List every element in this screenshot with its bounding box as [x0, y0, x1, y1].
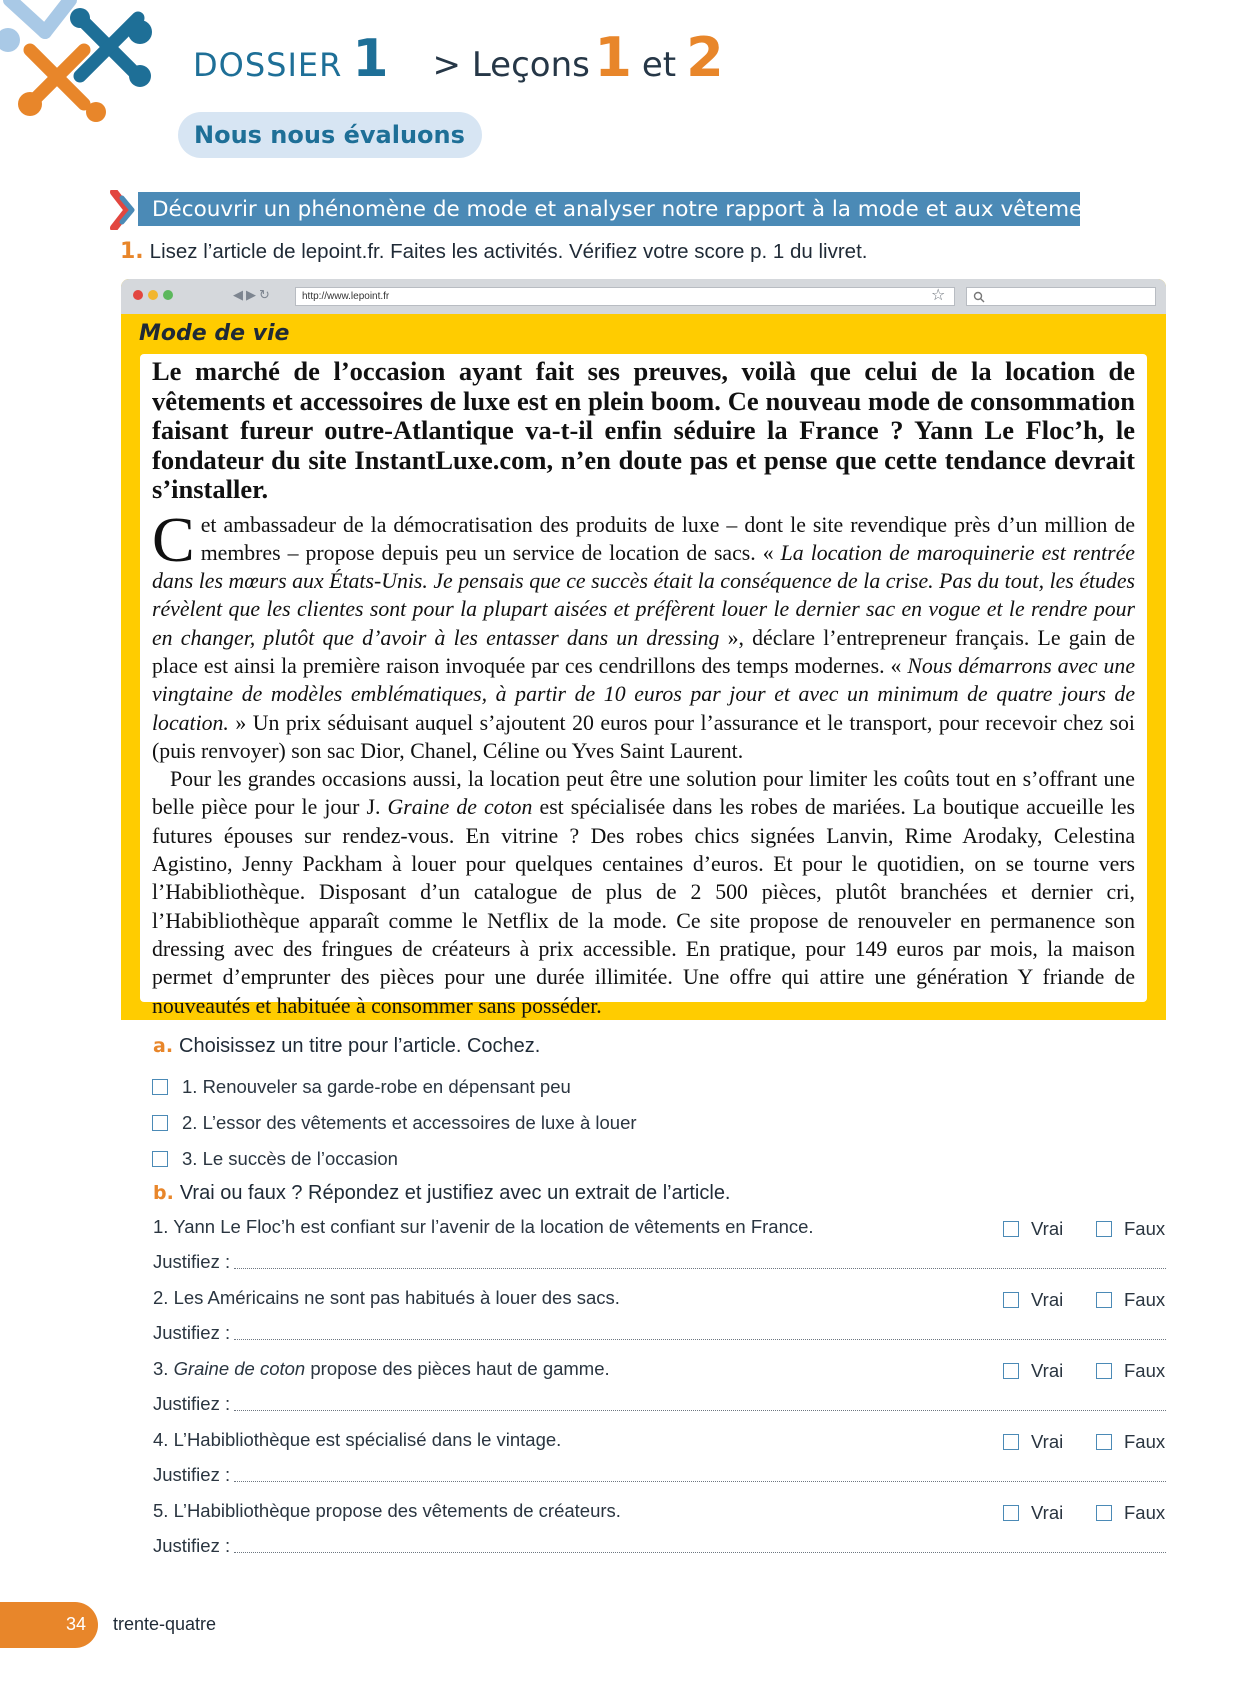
false-checkbox[interactable] [1096, 1221, 1112, 1237]
objective-text: Découvrir un phénomène de mode et analyser notre rapport à la mode et aux vêtements [152, 196, 1116, 222]
option-checkbox[interactable] [152, 1079, 168, 1095]
quote: Nous démarrons avec une vingtaine de modèles emblématiques, à partir de 10 euros par jour et avec un minimum de quatre jours de location. [152, 653, 1135, 735]
justify-line[interactable]: Justifiez : [153, 1322, 1166, 1344]
star-icon[interactable]: ☆ [931, 287, 946, 304]
justify-line[interactable]: Justifiez : [153, 1393, 1166, 1415]
dossier-number: 1 [352, 29, 389, 89]
page-number-badge [0, 1602, 98, 1648]
drop-cap: C [152, 503, 195, 575]
dossier-label: DOSSIER [193, 46, 343, 84]
option-row [152, 1075, 571, 1099]
subtitle: Nous nous évaluons [194, 121, 465, 149]
question-b [153, 1182, 731, 1205]
instruction-text: Lisez l’article de lepoint.fr. Faites les activités. Vérifiez votre score p. 1 du livret. [149, 240, 868, 263]
browser-window [121, 279, 1166, 1020]
statement: 1. Yann Le Floc’h est confiant sur l’avenir de la location de vêtements en France. [153, 1216, 814, 1237]
false-option: Faux [1096, 1360, 1165, 1382]
true-option: Vrai [1003, 1431, 1063, 1453]
page-header [193, 26, 724, 89]
page-number-words: trente-quatre [113, 1614, 217, 1634]
question-letter: a. [153, 1035, 174, 1057]
answer-dotted-line[interactable] [234, 1268, 1166, 1269]
forward-arrow-icon[interactable]: ▶ [246, 287, 259, 302]
question-letter: b. [153, 1182, 174, 1204]
answer-dotted-line[interactable] [234, 1339, 1166, 1340]
minimize-dot-icon [148, 290, 158, 300]
statement: 2. Les Américains ne sont pas habitués à louer des sacs. [153, 1287, 620, 1308]
option-label: 3. Le succès de l’occasion [182, 1148, 398, 1169]
article-lead: Le marché de l’occasion ayant fait ses preuves, voilà que celui de la location de vêtements et accessoires de luxe est en plein boom. Ce nouveau mode de consommation faisant fureur outre-Atlantique va-t-il enfin séduire la France ? Yann Le Floc’h, le fondateur du site InstantLuxe.com, n’en doute pas et pense que cette tendance devrait s’installer. [152, 356, 1135, 504]
maximize-dot-icon [163, 290, 173, 300]
exercise-instruction [120, 239, 867, 264]
justify-line[interactable]: Justifiez : [153, 1535, 1166, 1557]
justify-line[interactable]: Justifiez : [153, 1251, 1166, 1273]
browser-search-box[interactable] [966, 287, 1156, 306]
exercise-number: 1. [120, 239, 144, 264]
question-a [153, 1035, 540, 1058]
url-bar[interactable]: http://www.lepoint.fr [295, 287, 955, 306]
true-checkbox[interactable] [1003, 1221, 1019, 1237]
statement: 4. L’Habibliothèque est spécialisé dans le vintage. [153, 1429, 562, 1450]
answer-dotted-line[interactable] [234, 1481, 1166, 1482]
lecon-number-a: 1 [594, 26, 632, 89]
question-prompt: Vrai ou faux ? Répondez et justifiez avec un extrait de l’article. [179, 1182, 731, 1204]
reload-icon[interactable]: ↻ [259, 287, 273, 302]
lecon-conjunction: et [641, 45, 677, 85]
objective-banner [138, 192, 1116, 226]
article-paragraph-2: Pour les grandes occasions aussi, la location peut être une solution pour limiter les coûts tout en s’offrant une belle pièce pour le jour J. Graine de coton est spécialisée dans les robes de mariées. La boutique accueille les futures épouses sur rendez-vous. En vitrine ? Des robes chics signées Lanvin, Rime Arodaky, Celestina Agistino, Jenny Packham à louer pour quelques centaines d’euros. Et pour le quotidien, on se tourne vers l’Habibliothèque. Disposant d’un catalogue de plus de 2 500 pièces, plutôt branchées et dernier cri, l’Habibliothèque apparaît comme le Netflix de la mode. Ce site propose de renouveler en permanence son dressing avec des fringues de créateurs à prix accessible. En pratique, pour 149 euros par mois, la maison permet d’emprunter des pièces pour une durée illimitée. Une offre qui attire une génération Y friande de nouveautés et habituée à consommer sans posséder. [152, 767, 1135, 1018]
page-number: 34 [66, 1614, 87, 1634]
search-icon [973, 291, 985, 303]
back-arrow-icon[interactable]: ◀ [233, 287, 246, 302]
chevron-marker-icon [110, 190, 140, 230]
false-option: Faux [1096, 1502, 1165, 1524]
answer-dotted-line[interactable] [234, 1552, 1166, 1553]
false-checkbox[interactable] [1096, 1434, 1112, 1450]
option-label: 2. L’essor des vêtements et accessoires de luxe à louer [182, 1112, 637, 1133]
justify-line[interactable]: Justifiez : [153, 1464, 1166, 1486]
statement: 5. L’Habibliothèque propose des vêtements de créateurs. [153, 1500, 621, 1521]
option-row [152, 1111, 637, 1135]
lecon-number-b: 2 [686, 26, 724, 89]
quote: La location de maroquinerie est rentrée dans les mœurs aux États-Unis. Je pensais que ce succès était la conséquence de la crise. Pas du tout, les études révèlent que les clientes sont pour la plupart aisées et préfèrent louer le dernier sac en vogue et le rendre pour en changer, plutôt que d’avoir à les entasser dans un dressing [152, 540, 1135, 650]
article-body [140, 354, 1147, 1018]
false-checkbox[interactable] [1096, 1363, 1112, 1379]
true-checkbox[interactable] [1003, 1292, 1019, 1308]
browser-toolbar [121, 279, 1166, 314]
true-option: Vrai [1003, 1289, 1063, 1311]
close-dot-icon [133, 290, 143, 300]
brand-name: Graine de coton [387, 795, 533, 820]
true-option: Vrai [1003, 1502, 1063, 1524]
lecons-label: > Leçons [432, 45, 590, 85]
option-row [152, 1147, 398, 1171]
statement: 3. Graine de coton propose des pièces haut de gamme. [153, 1358, 610, 1379]
answer-dotted-line[interactable] [234, 1410, 1166, 1411]
false-checkbox[interactable] [1096, 1292, 1112, 1308]
false-option: Faux [1096, 1218, 1165, 1240]
dossier-logo [0, 0, 170, 130]
true-checkbox[interactable] [1003, 1505, 1019, 1521]
true-option: Vrai [1003, 1360, 1063, 1382]
article-paragraph-1: Cet ambassadeur de la démocratisation des produits de luxe – dont le site revendique près d’un million de membres – propose depuis peu un service de location de sacs. « La location de maroquinerie est rentrée dans les mœurs aux États-Unis. Je pensais que ce succès était la conséquence de la crise. Pas du tout, les études révèlent que les clientes sont pour la plupart aisées et préfèrent louer le dernier sac en vogue et le rendre pour en changer, plutôt que d’avoir à les entasser dans un dressing », déclare l’entrepreneur français. Le gain de place est ainsi la première raison invoquée par ces cendrillons des temps modernes. « Nous démarrons avec une vingtaine de modèles emblématiques, à partir de 10 euros par jour et avec un minimum de quatre jours de location. » Un prix séduisant auquel s’ajoutent 20 euros pour l’assurance et le transport, pour recevoir chez soi (puis renvoyer) son sac Dior, Chanel, Céline ou Yves Saint Laurent. [152, 503, 1136, 763]
true-option: Vrai [1003, 1218, 1063, 1240]
true-checkbox[interactable] [1003, 1434, 1019, 1450]
true-checkbox[interactable] [1003, 1363, 1019, 1379]
option-checkbox[interactable] [152, 1151, 168, 1167]
false-option: Faux [1096, 1289, 1165, 1311]
subtitle-pill [178, 112, 482, 158]
question-prompt: Choisissez un titre pour l’article. Cochez. [179, 1035, 541, 1057]
section-label: Mode de vie [139, 321, 290, 346]
option-label: 1. Renouveler sa garde-robe en dépensant peu [182, 1076, 571, 1097]
false-option: Faux [1096, 1431, 1165, 1453]
false-checkbox[interactable] [1096, 1505, 1112, 1521]
option-checkbox[interactable] [152, 1115, 168, 1131]
